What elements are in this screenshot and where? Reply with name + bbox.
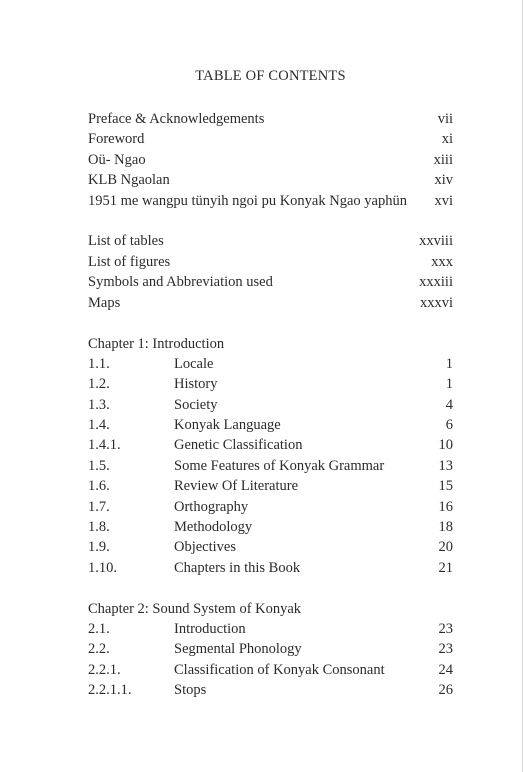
- toc-entry-title: Symbols and Abbreviation used: [88, 274, 273, 291]
- toc-section-row[interactable]: [88, 660, 453, 680]
- toc-entry-page: xvi: [434, 192, 453, 209]
- toc-entry-page: vii: [437, 111, 453, 127]
- section-title: Konyak Language: [174, 417, 281, 434]
- chapter-title: Chapter 2: Sound System of Konyak: [88, 600, 302, 617]
- toc-entry-title: Oü- Ngao: [88, 151, 146, 168]
- toc-entry-title: 1951 me wangpu tünyih ngoi pu Konyak Ngao yaphün: [88, 192, 407, 209]
- toc-entry-preface[interactable]: [88, 109, 453, 129]
- section-number: 2.2.1.: [88, 661, 121, 678]
- section-page: 20: [438, 539, 453, 556]
- toc-section-row[interactable]: [88, 456, 453, 476]
- toc-entry-page: xiv: [434, 172, 453, 189]
- section-title: Society: [174, 396, 218, 413]
- toc-entry-title: Preface & Acknowledgements: [88, 111, 265, 127]
- toc-section-row[interactable]: [88, 374, 453, 394]
- section-number: 1.8.: [88, 519, 110, 536]
- toc-section-row[interactable]: [88, 497, 453, 517]
- section-number: 1.6.: [88, 478, 110, 495]
- chapter-title: Chapter 1: Introduction: [88, 335, 225, 352]
- section-title: Segmental Phonology: [174, 641, 302, 658]
- section-number: 1.4.: [88, 417, 110, 434]
- section-page: 24: [438, 661, 453, 678]
- toc-section-row[interactable]: [88, 537, 453, 557]
- section-number: 1.4.1.: [88, 437, 121, 454]
- section-page: 16: [438, 498, 453, 515]
- section-title: Orthography: [174, 498, 249, 515]
- toc-section-row[interactable]: [88, 619, 453, 639]
- section-page: 6: [445, 417, 453, 434]
- section-page: 23: [438, 641, 453, 658]
- section-title: Methodology: [174, 519, 253, 536]
- toc-section-row[interactable]: [88, 639, 453, 659]
- section-number: 1.2.: [88, 376, 110, 393]
- section-title: Objectives: [174, 539, 237, 556]
- toc-section-row[interactable]: [88, 415, 453, 435]
- toc-section-row[interactable]: [88, 517, 453, 537]
- toc-section-row[interactable]: [88, 476, 453, 496]
- section-spacer: [88, 578, 453, 599]
- page-title: TABLE OF CONTENTS: [195, 68, 346, 84]
- toc-entry-list-of-figures[interactable]: [88, 252, 453, 272]
- toc-entry-1951[interactable]: [88, 191, 453, 211]
- section-number: 1.3.: [88, 396, 110, 413]
- section-page: 1: [445, 355, 453, 372]
- toc-entry-maps[interactable]: [88, 293, 453, 313]
- section-title: Some Features of Konyak Grammar: [174, 457, 385, 474]
- section-title: Locale: [174, 355, 214, 372]
- toc-entry-page: xxviii: [419, 233, 453, 250]
- section-number: 1.9.: [88, 539, 110, 556]
- section-page: 18: [438, 519, 453, 536]
- toc-section-row[interactable]: [88, 680, 453, 700]
- section-title: Introduction: [174, 621, 246, 638]
- toc-entry-page: xxxvi: [419, 294, 453, 311]
- section-page: 21: [438, 559, 453, 576]
- section-page: 4: [445, 396, 453, 413]
- section-spacer: [88, 211, 453, 232]
- section-page: 15: [438, 478, 453, 495]
- toc-entry-page: xi: [441, 131, 453, 148]
- section-number: 1.5.: [88, 457, 110, 474]
- toc-entry-title: List of figures: [88, 253, 171, 270]
- section-number: 1.1.: [88, 355, 110, 372]
- toc-entry-ou-ngao[interactable]: [88, 150, 453, 170]
- toc-entry-klb-ngaolan[interactable]: [88, 170, 453, 190]
- toc-entry-page: xxx: [431, 253, 453, 270]
- toc-entry-title: Foreword: [88, 131, 145, 148]
- toc-entry-title: List of tables: [88, 233, 164, 250]
- section-page: 1: [445, 376, 453, 393]
- section-title: Stops: [174, 682, 207, 699]
- toc-entry-list-of-tables[interactable]: [88, 231, 453, 251]
- chapter-heading-1[interactable]: [88, 334, 453, 354]
- section-page: 23: [438, 621, 453, 638]
- section-number: 1.10.: [88, 559, 117, 576]
- toc-entry-title: KLB Ngaolan: [88, 172, 170, 189]
- table-of-contents: [88, 109, 453, 701]
- section-title: Chapters in this Book: [174, 559, 301, 576]
- toc-entry-page: xiii: [433, 151, 453, 168]
- toc-section-row[interactable]: [88, 395, 453, 415]
- toc-section-row[interactable]: [88, 354, 453, 374]
- section-number: 2.1.: [88, 621, 110, 638]
- toc-entry-symbols[interactable]: [88, 272, 453, 292]
- toc-entry-foreword[interactable]: [88, 129, 453, 149]
- toc-entry-page: xxxiii: [419, 274, 453, 291]
- section-title: Genetic Classification: [174, 437, 303, 454]
- section-page: 13: [438, 457, 453, 474]
- toc-section-row[interactable]: [88, 558, 453, 578]
- chapter-heading-2[interactable]: [88, 599, 453, 619]
- section-title: Review Of Literature: [174, 478, 299, 495]
- section-number: 1.7.: [88, 498, 110, 515]
- section-page: 26: [438, 682, 453, 699]
- section-page: 10: [438, 437, 453, 454]
- section-spacer: [88, 313, 453, 334]
- section-title: History: [174, 376, 218, 393]
- section-number: 2.2.: [88, 641, 110, 658]
- section-title: Classification of Konyak Consonant: [174, 661, 385, 678]
- toc-section-row[interactable]: [88, 435, 453, 455]
- toc-entry-title: Maps: [88, 294, 121, 311]
- section-number: 2.2.1.1.: [88, 682, 132, 699]
